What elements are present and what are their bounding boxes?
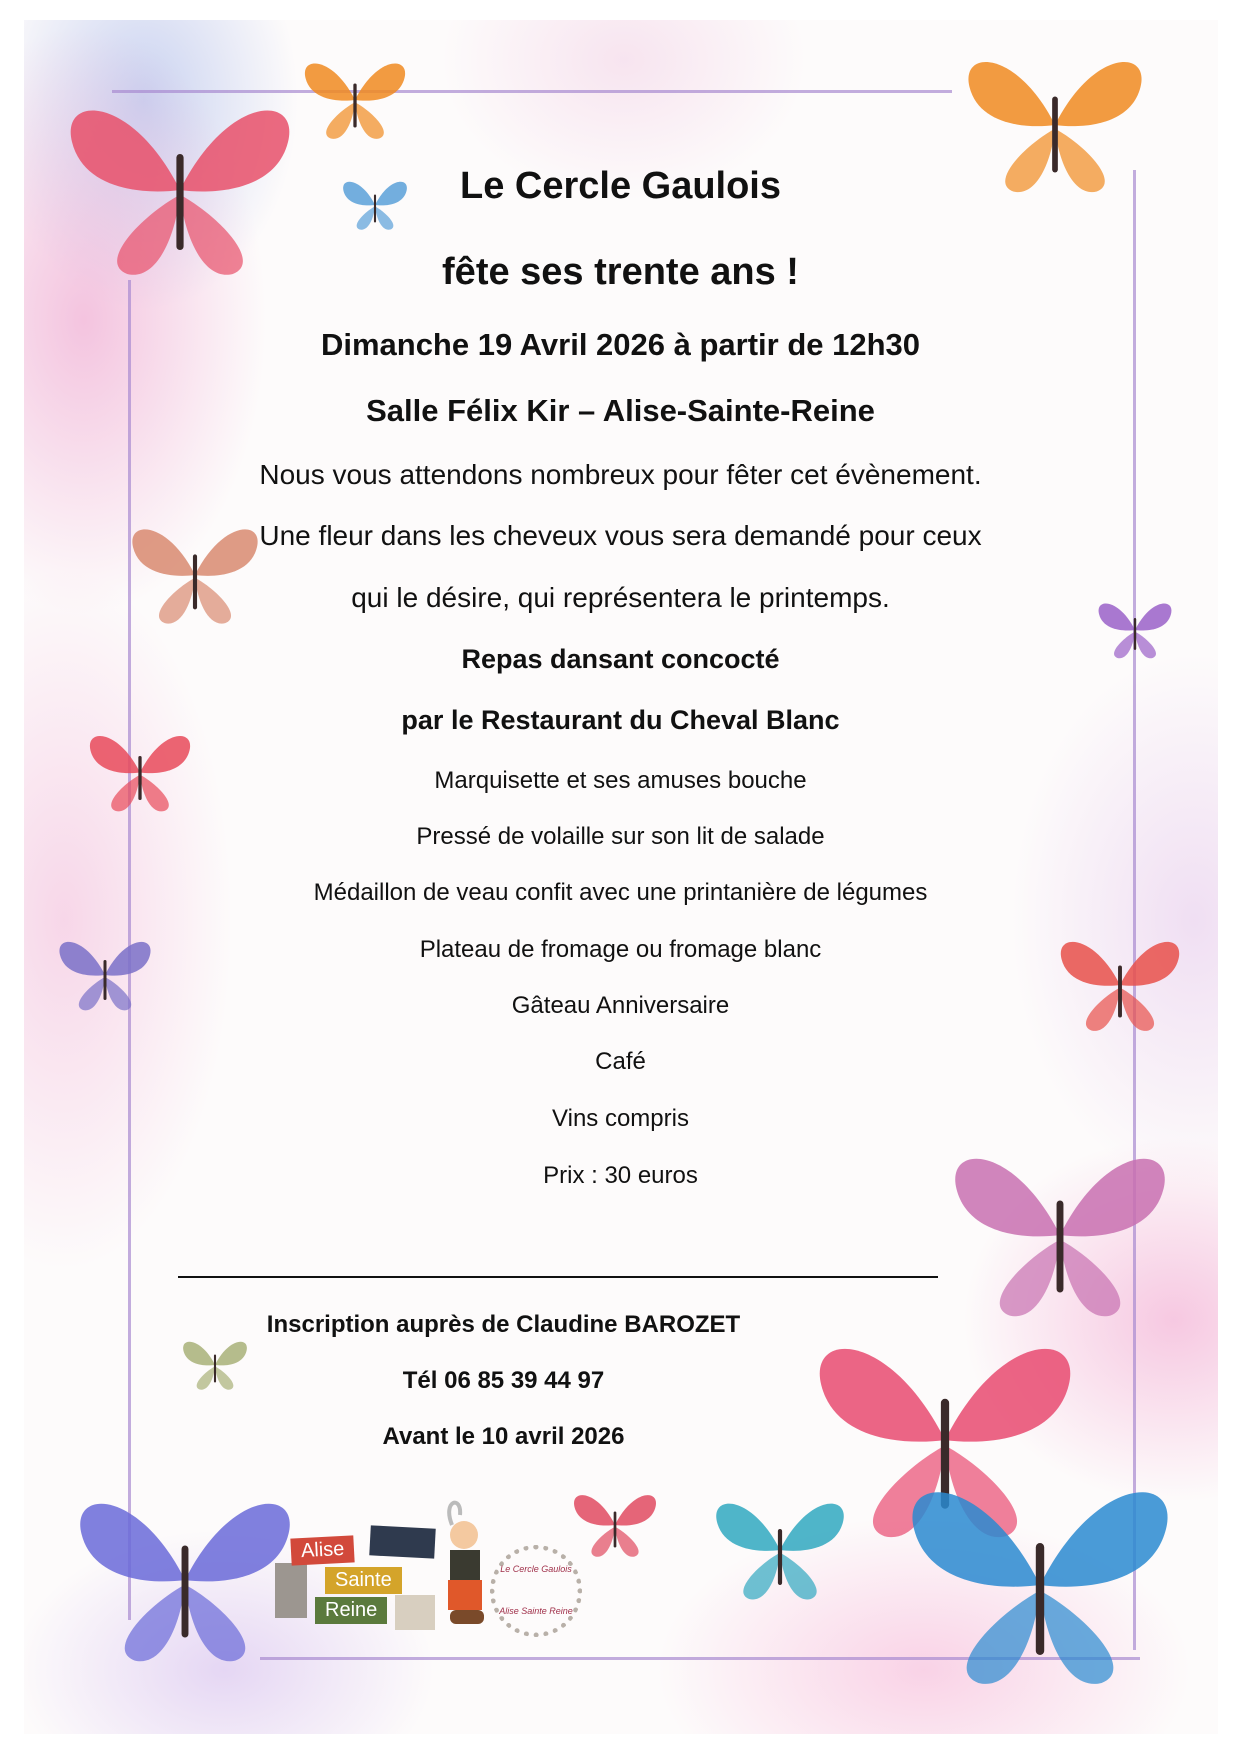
butterfly-icon [900, 1470, 1180, 1700]
intro-line: Nous vous attendons nombreux pour fêter cet évènement. [259, 459, 982, 490]
cercle-gaulois-stamp-logo: Le Cercle Gaulois Alise Sainte Reine [490, 1545, 582, 1637]
menu-item: Pressé de volaille sur son lit de salade [416, 823, 825, 850]
event-date: Dimanche 19 Avril 2026 à partir de 12h30 [320, 327, 921, 362]
gaul-mascot-illustration [432, 1495, 502, 1635]
menu-item: Marquisette et ses amuses bouche [434, 767, 807, 794]
menu-item: Café [595, 1048, 646, 1075]
menu-item: Vins compris [552, 1105, 689, 1132]
menu-item: Gâteau Anniversaire [511, 992, 730, 1019]
butterfly-icon [710, 1490, 850, 1610]
event-title: Le Cercle Gaulois [459, 165, 781, 207]
registration-deadline: Avant le 10 avril 2026 [382, 1423, 625, 1450]
registration-phone: Tél 06 85 39 44 97 [402, 1367, 605, 1394]
menu-item: Plateau de fromage ou fromage blanc [419, 936, 822, 963]
separator-line [178, 1276, 938, 1278]
frame-right-line [1133, 170, 1136, 1650]
registration-contact: Inscription auprès de Claudine BAROZET [266, 1311, 741, 1338]
butterfly-icon [70, 1480, 300, 1680]
butterfly-icon [300, 55, 410, 145]
event-venue: Salle Félix Kir – Alise-Sainte-Reine [366, 393, 875, 428]
meal-heading: par le Restaurant du Cheval Blanc [401, 705, 840, 735]
price: Prix : 30 euros [543, 1162, 698, 1189]
butterfly-icon [570, 1485, 660, 1565]
meal-heading: Repas dansant concocté [461, 644, 780, 674]
menu-item: Médaillon de veau confit avec une printanière de légumes [313, 879, 928, 906]
intro-line: Une fleur dans les cheveux vous sera demandé pour ceux [259, 520, 982, 551]
intro-line: qui le désire, qui représentera le printemps. [351, 582, 890, 613]
alise-sainte-reine-logo: Alise Sainte Reine [275, 1525, 435, 1630]
event-subtitle: fête ses trente ans ! [442, 251, 799, 293]
